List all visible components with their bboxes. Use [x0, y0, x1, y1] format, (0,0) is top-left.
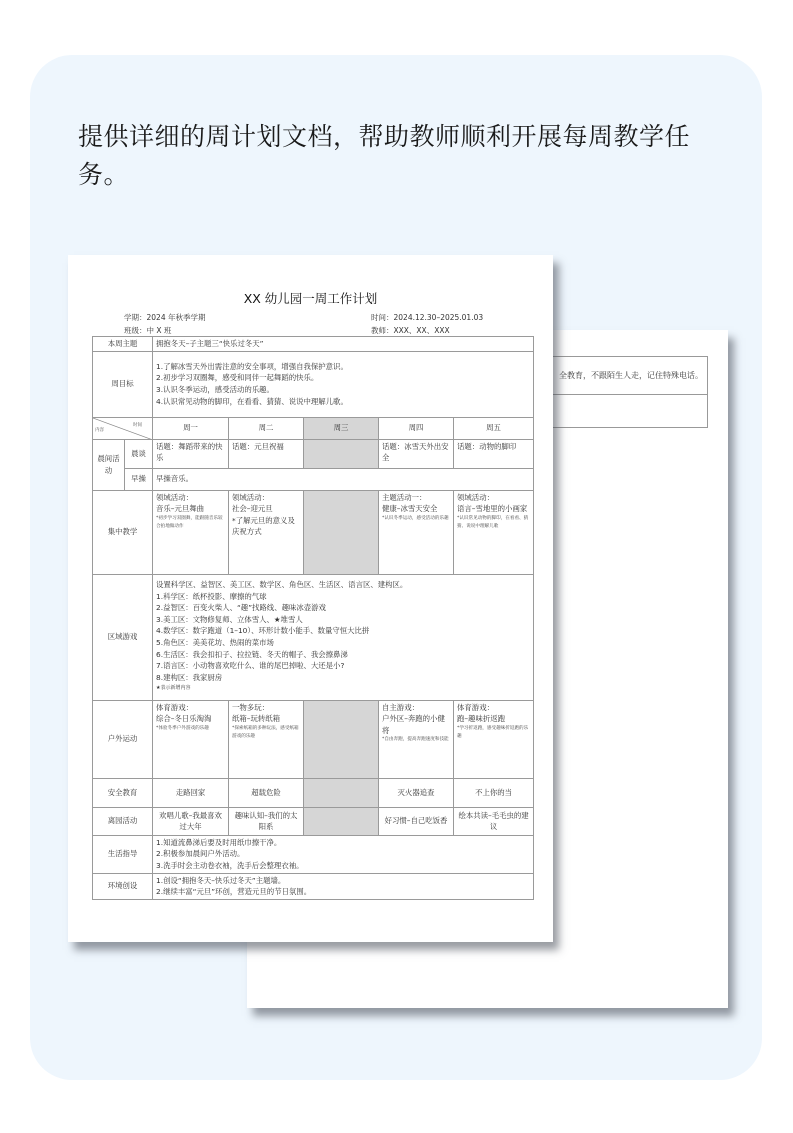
outdoor-thu	[379, 700, 454, 778]
goals-label: 周目标	[93, 351, 153, 417]
leaving-fri: 绘本共读–毛毛虫的建议	[454, 807, 534, 835]
morning-talk-thu: 话题：冰雪天外出安全	[379, 439, 454, 468]
morning-exercise-label: 早操	[125, 468, 153, 490]
teaching-fri	[454, 490, 534, 574]
area-games-row	[93, 574, 534, 700]
activity-type: 领域活动：	[156, 492, 193, 502]
activity-note: *学习折返跑，感受趣味折返跑的乐趣	[457, 725, 529, 739]
outdoor-tue	[229, 700, 304, 778]
semester-label: 学期：	[124, 313, 147, 322]
goal-item: 2.初步学习双圈舞，感受和同伴一起舞蹈的快乐。	[156, 373, 319, 383]
time-value: 2024.12.30–2025.01.03	[393, 313, 484, 322]
area-line: 1.科学区：纸杯投影、摩擦的气球	[156, 591, 267, 601]
semester-info	[124, 312, 205, 323]
day-header-wed: 周三	[304, 417, 379, 439]
time-info	[371, 312, 483, 323]
leaving-label: 离园活动	[93, 807, 153, 835]
activity-type: 自主游戏：	[382, 702, 419, 712]
morning-exercise-value: 早操音乐。	[153, 468, 534, 490]
document-title: XX 幼儿园一周工作计划	[243, 291, 378, 306]
area-games-list	[153, 574, 534, 700]
theme-label: 本周主题	[93, 337, 153, 352]
life-guidance-list	[153, 835, 534, 873]
teacher-label: 教师：	[371, 326, 394, 335]
teaching-wed	[304, 490, 379, 574]
safety-wed	[304, 778, 379, 807]
activity-name: 跑–趣味折返跑	[457, 714, 506, 723]
area-line: 3.美工区：文物修复师、立体雪人、★堆雪人	[156, 614, 303, 624]
leaving-tue: 趣味认知–我们的太阳系	[229, 807, 304, 835]
weekly-plan-table	[92, 336, 534, 900]
morning-talk-label: 晨谈	[125, 439, 153, 468]
area-line: 7.语言区：小动物喜欢吃什么、谁的尾巴掉啦、大还是小?	[156, 661, 345, 671]
teaching-tue	[229, 490, 304, 574]
front-page	[68, 255, 553, 942]
goal-item: 1.了解冰雪天外出需注意的安全事项，增强自我保护意识。	[156, 361, 348, 371]
morning-talk-fri: 话题：动物的脚印	[454, 439, 534, 468]
activity-type: 领域活动：	[232, 492, 269, 502]
morning-talk-tue: 话题：元旦祝福	[229, 439, 304, 468]
activity-note: *探索纸箱的多种玩法，感受纸箱游戏的乐趣	[232, 725, 299, 739]
morning-activity-label: 晨间活动	[93, 439, 125, 490]
guidance-line: 3.洗手时会主动卷衣袖，洗手后会整理衣袖。	[156, 860, 304, 870]
environment-list	[153, 873, 534, 899]
outdoor-label: 户外运动	[93, 700, 153, 778]
class-value: 中 X 班	[146, 326, 172, 335]
corner-time-label: 时间	[133, 422, 143, 428]
guidance-line: 1.知道流鼻涕后要及时用纸巾擦干净。	[156, 837, 282, 847]
days-header-row	[93, 417, 534, 439]
safety-fri: 不上你的当	[454, 778, 534, 807]
theme-row	[93, 337, 534, 352]
goal-item: 3.认识冬季运动，感受活动的乐趣。	[156, 385, 274, 394]
activity-note: *了解元旦的意义及庆祝方式	[232, 515, 295, 536]
back-page-text: 全教育，不跟陌生人走，记住特殊电话。	[247, 357, 707, 395]
day-header-thu: 周四	[379, 417, 454, 439]
morning-talk-mon: 话题：舞蹈带来的快乐	[153, 439, 229, 468]
corner-header	[93, 417, 153, 439]
time-label: 时间：	[371, 313, 394, 322]
new-content-note: ★表示新增内容	[156, 685, 191, 692]
leaving-wed	[304, 807, 379, 835]
life-guidance-row	[93, 835, 534, 873]
environment-line: 2.继续丰富“元旦”环创，营造元旦的节日氛围。	[156, 887, 312, 897]
activity-note: *认识冬季运动，感受活动的乐趣	[382, 515, 449, 521]
leaving-thu: 好习惯–自己吃饭香	[379, 807, 454, 835]
safety-tue: 超载危险	[229, 778, 304, 807]
leaving-row	[93, 807, 534, 835]
area-line: 6.生活区：我会扣扣子、拉拉链、冬天的帽子、我会擦鼻涕	[156, 649, 348, 659]
activity-type: 一物多玩：	[232, 702, 269, 712]
life-guidance-label: 生活指导	[93, 835, 153, 873]
area-line: 8.建构区：我家厨房	[156, 672, 223, 682]
safety-mon: 走路回家	[153, 778, 229, 807]
activity-name: 社会–迎元旦	[232, 504, 273, 513]
day-header-mon: 周一	[153, 417, 229, 439]
headline: 提供详细的周计划文档，帮助教师顺利开展每周教学任务。	[78, 122, 691, 189]
corner-content-label: 内容	[95, 428, 104, 433]
teacher-info	[371, 325, 450, 336]
activity-type: 领域活动：	[457, 492, 494, 502]
area-games-label: 区域游戏	[93, 574, 153, 700]
morning-talk-wed	[304, 439, 379, 468]
theme-value: 拥抱冬天–子主题三“快乐过冬天”	[153, 337, 534, 352]
outdoor-fri	[454, 700, 534, 778]
morning-exercise-row	[93, 468, 534, 490]
leaving-mon: 欢唱儿歌–我最喜欢过大年	[153, 807, 229, 835]
teaching-thu	[379, 490, 454, 574]
goals-row	[93, 351, 534, 417]
activity-type: 体育游戏：	[156, 702, 193, 712]
teacher-value: XXX、XX、XXX	[393, 326, 450, 335]
activity-type: 主题活动一：	[382, 492, 427, 502]
semester-value: 2024 年秋季学期	[146, 313, 206, 322]
teaching-row	[93, 490, 534, 574]
day-header-tue: 周二	[229, 417, 304, 439]
area-line: 设置科学区、益智区、美工区、数学区、角色区、生活区、语言区、建构区。	[156, 580, 408, 590]
activity-name: 户外区–奔跑的小健将	[382, 714, 445, 735]
day-header-fri: 周五	[454, 417, 534, 439]
activity-type: 体育游戏：	[457, 702, 494, 712]
environment-label: 环境创设	[93, 873, 153, 899]
activity-note: *认识常见动物的脚印，在看看、猜猜、说说中理解儿歌	[457, 515, 529, 529]
area-line: 5.角色区：美美花坊、热闹的菜市场	[156, 638, 274, 647]
activity-note: *体验冬季户外游戏的乐趣	[156, 725, 209, 731]
morning-talk-row	[93, 439, 534, 468]
area-line: 4.数学区：数字跑道（1–10）、环形计数小能手、数量守恒大比拼	[156, 626, 370, 636]
class-label: 班级：	[124, 326, 147, 335]
outdoor-mon	[153, 700, 229, 778]
teaching-mon	[153, 490, 229, 574]
activity-name: 综合–冬日乐淘淘	[156, 714, 212, 723]
safety-row	[93, 778, 534, 807]
activity-note: *自由奔跑，提高奔跑速度和技能	[382, 737, 449, 742]
environment-row	[93, 873, 534, 899]
activity-note: *初步学习双圈舞，能跟随音乐较合拍地做动作	[156, 515, 223, 529]
environment-line: 1.创设“拥抱冬天–快乐过冬天”主题墙。	[156, 875, 286, 885]
goals-list	[153, 351, 534, 417]
outdoor-wed	[304, 700, 379, 778]
activity-name: 健康–冰雪天安全	[382, 504, 438, 513]
teaching-label: 集中教学	[93, 490, 153, 574]
class-info	[124, 325, 171, 336]
safety-thu: 灭火器追查	[379, 778, 454, 807]
guidance-line: 2.积极参加晨间户外活动。	[156, 849, 245, 859]
safety-label: 安全教育	[93, 778, 153, 807]
outdoor-row	[93, 700, 534, 778]
activity-name: 语言–雪地里的小画家	[457, 504, 528, 513]
goal-item: 4.认识常见动物的脚印，在看看、猜猜、说说中理解儿歌。	[156, 396, 348, 406]
area-line: 2.益智区：百变火柴人、“趣”找路线、趣味冰壶游戏	[156, 603, 326, 613]
activity-name: 音乐–元旦舞曲	[156, 504, 205, 513]
activity-name: 纸箱–玩转纸箱	[232, 714, 281, 723]
